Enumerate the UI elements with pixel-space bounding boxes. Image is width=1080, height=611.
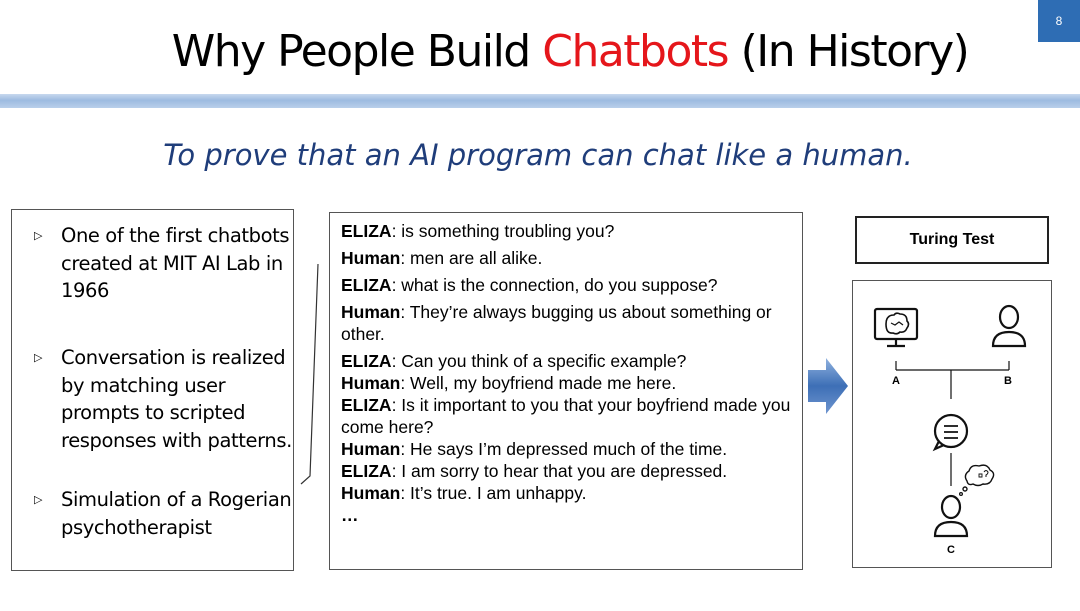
node-label-c: C [947,544,955,556]
bullet-arrow-icon: ▷ [34,493,43,506]
chat-line [341,274,792,296]
turing-test-label-box [855,216,1049,264]
eliza-transcript-box [329,212,803,570]
chat-text: : Is it important to you that your boyfriend made you come here? [341,395,791,437]
bullet-arrow-icon: ▷ [34,229,43,242]
connection-lines [896,361,1009,486]
title-accent: Chatbots [542,26,729,77]
chat-speaker: Human [341,302,401,322]
chat-speaker: ELIZA [341,461,392,481]
turing-test-label: Turing Test [909,231,995,248]
chat-bubble-icon [935,415,967,449]
chat-line [341,438,792,460]
bullet-text: Simulation of a Rogerian psychotherapist [61,488,292,539]
bullet-item [34,222,296,305]
chat-text: : is something troubling you? [391,221,615,241]
chat-speaker: Human [341,439,401,459]
chat-line [341,460,792,482]
chat-line [341,350,792,372]
chat-speaker: Human [341,248,401,268]
right-arrow-icon [808,358,850,414]
chat-text: : He says I’m depressed much of the time. [400,439,728,459]
bullet-text: Conversation is realized by matching user prompts to scripted responses with patterns. [61,346,292,452]
node-label-b: B [1004,375,1012,387]
page-number-badge: 8 [1038,0,1080,42]
chat-line [341,394,792,438]
title-prefix: Why People Build [171,26,543,77]
chat-speaker: Human [341,483,401,503]
computer-brain-icon [875,309,917,346]
chat-ellipsis: … [341,505,359,525]
chat-speaker: ELIZA [341,275,392,295]
chat-text: : It’s true. I am unhappy. [400,483,587,503]
thinking-person-icon [935,465,994,536]
turing-test-diagram [852,280,1052,568]
chat-speaker: ELIZA [341,395,392,415]
node-label-a: A [892,375,900,387]
chat-speaker: ELIZA [341,351,392,371]
turing-diagram-lines [853,281,1053,569]
chat-text: : Well, my boyfriend made me here. [400,373,677,393]
chat-speaker: Human [341,373,401,393]
chat-line [341,247,792,269]
bullet-text: One of the first chatbots created at MIT AI Lab in 1966 [61,224,290,302]
bullet-item [34,486,296,541]
chat-line [341,301,792,345]
chat-line [341,482,792,504]
callout-connector-line [298,262,328,488]
chat-text: : I am sorry to hear that you are depressed. [391,461,728,481]
person-icon-b [993,306,1025,346]
chat-text: : Can you think of a specific example? [391,351,687,371]
bullet-arrow-icon: ▷ [34,351,43,364]
chat-line [341,220,792,242]
slide-title [0,22,1080,82]
chat-line [341,372,792,394]
eliza-facts-box [11,209,294,571]
chat-text: : They’re always bugging us about something or other. [341,302,772,344]
chat-text: : men are all alike. [400,248,543,268]
slide-subtitle: To prove that an AI program can chat like a human. [163,138,913,172]
bullet-item [34,344,296,454]
chat-text: : what is the connection, do you suppose? [391,275,718,295]
title-divider-band [0,94,1080,108]
chat-speaker: ELIZA [341,221,392,241]
title-suffix: (In History) [728,26,969,77]
